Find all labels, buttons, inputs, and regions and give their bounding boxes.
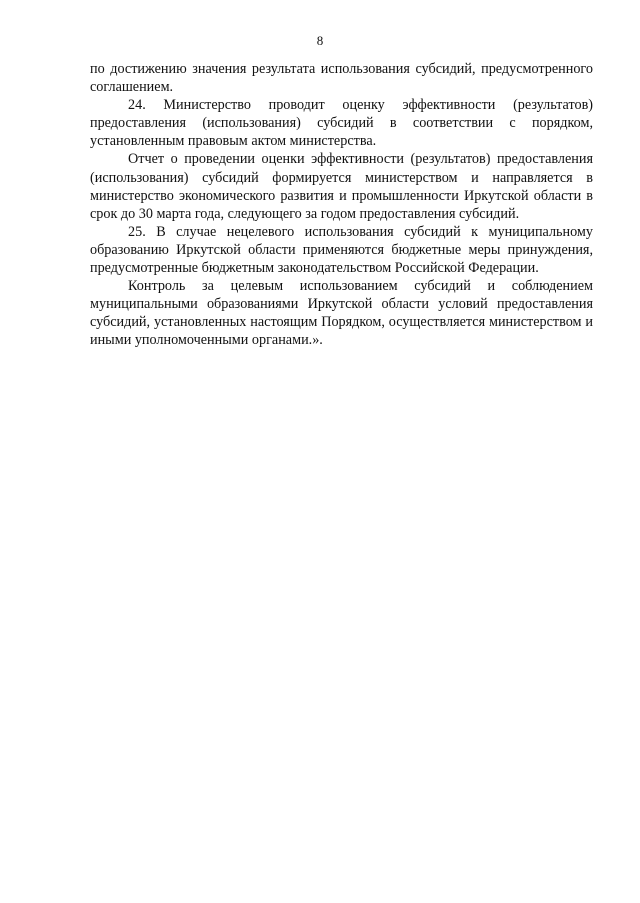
paragraph-continuation: по достижению значения результата использования субсидий, предусмотренного соглашением.: [90, 61, 593, 96]
paragraph-24: 24. Министерство проводит оценку эффективности (результатов) предоставления (использования) субсидий в соответствии с порядком, установленным правовым актом министерства.: [90, 97, 593, 150]
document-body: [90, 60, 593, 350]
page-number: 8: [316, 33, 324, 48]
paragraph-control: Контроль за целевым использованием субсидий и соблюдением муниципальными образованиями Иркутской области условий предоставления субсидий, установленных настоящим Порядком, осуществляется министерством и иными уполномоченными органами.».: [90, 278, 593, 349]
paragraph-report: Отчет о проведении оценки эффективности (результатов) предоставления (использования) субсидий формируется министерством и направляется в министерство экономического развития и промышленности Иркутской области в срок до 30 марта года, следующего за годом предоставления субсидий.: [90, 151, 593, 222]
paragraph-25: 25. В случае нецелевого использования субсидий к муниципальному образованию Иркутской области применяются бюджетные меры принуждения, предусмотренные бюджетным законодательством Российской Федерации.: [90, 223, 593, 277]
